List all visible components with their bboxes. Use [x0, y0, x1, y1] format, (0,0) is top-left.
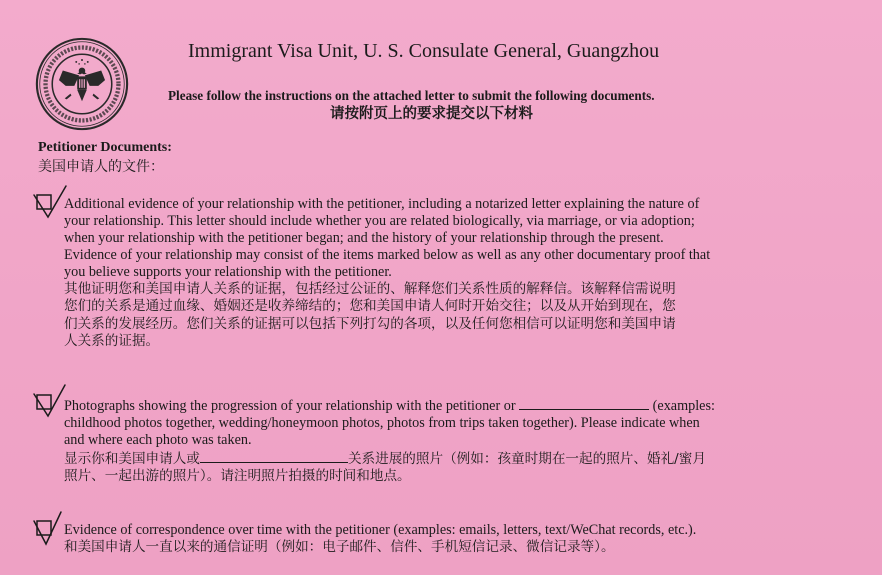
list-item-correspondence	[64, 522, 834, 556]
page-title: Immigrant Visa Unit, U. S. Consulate General, Guangzhou	[188, 40, 660, 62]
item-text-english: Evidence of your relationship may consist of the items marked below as well as any other documentary proof that	[64, 247, 711, 263]
blank-line	[519, 396, 649, 410]
checkbox-correspondence[interactable]	[28, 508, 68, 548]
item-text-chinese: 人关系的证据。	[64, 333, 160, 350]
item-text-english: and where each photo was taken.	[64, 432, 252, 448]
item-text-english: you believe supports your relationship with the petitioner.	[64, 264, 392, 280]
item-text-chinese: 您们的关系是通过血缘、婚姻还是收养缔结的；您和美国申请人何时开始交往；以及从开始到现在，您	[64, 298, 676, 315]
item-text-chinese-part: 显示你和美国申请人或	[64, 451, 200, 467]
item-text-english: Evidence of correspondence over time with the petitioner (examples: emails, letters, text/WeChat records, etc.).	[64, 522, 697, 538]
item-text-english-part: Photographs showing the progression of your relationship with the petitioner or	[64, 398, 516, 414]
item-text-chinese: 们关系的发展经历。您们关系的证据可以包括下列打勾的各项，以及任何您相信可以证明您和美国申请	[64, 315, 676, 332]
checkbox-photographs[interactable]	[28, 382, 68, 422]
section-title-chinese: 美国申请人的文件：	[38, 159, 164, 175]
item-text-english: Additional evidence of your relationship with the petitioner, including a notarized letter explaining the nature of	[64, 196, 700, 212]
item-text-chinese: 照片、一起出游的照片）。请注明照片拍摄的时间和地点。	[64, 468, 411, 485]
checkbox-relationship-evidence[interactable]	[28, 183, 68, 223]
item-text-english: your relationship. This letter should include whether you are related biologically, via marriage, or via adoption;	[64, 213, 695, 229]
item-text-english: childhood photos together, wedding/honeymoon photos, photos from trips taken together). Please indicate when	[64, 415, 700, 431]
item-text-english	[64, 396, 834, 415]
item-text-chinese: 其他证明您和美国申请人关系的证据，包括经过公证的、解释您们关系性质的解释信。该解释信需说明	[64, 281, 676, 297]
instruction-chinese: 请按附页上的要求提交以下材料	[330, 106, 533, 122]
item-text-chinese	[64, 449, 834, 468]
list-item-relationship-evidence	[64, 196, 834, 351]
list-item-photographs	[64, 396, 834, 486]
section-title-english: Petitioner Documents:	[38, 140, 172, 155]
item-text-chinese-part: 关系进展的照片（例如：孩童时期在一起的照片、婚礼/蜜月	[347, 451, 706, 467]
item-text-english-part: (examples:	[652, 398, 715, 414]
item-text-english: when your relationship with the petitioner began; and the history of your relationship through the present.	[64, 230, 664, 246]
instruction-english: Please follow the instructions on the attached letter to submit the following documents.	[168, 88, 655, 103]
blank-line	[200, 449, 348, 463]
department-of-state-seal	[34, 36, 130, 132]
item-text-chinese: 和美国申请人一直以来的通信证明（例如：电子邮件、信件、手机短信记录、微信记录等）。	[64, 539, 615, 555]
